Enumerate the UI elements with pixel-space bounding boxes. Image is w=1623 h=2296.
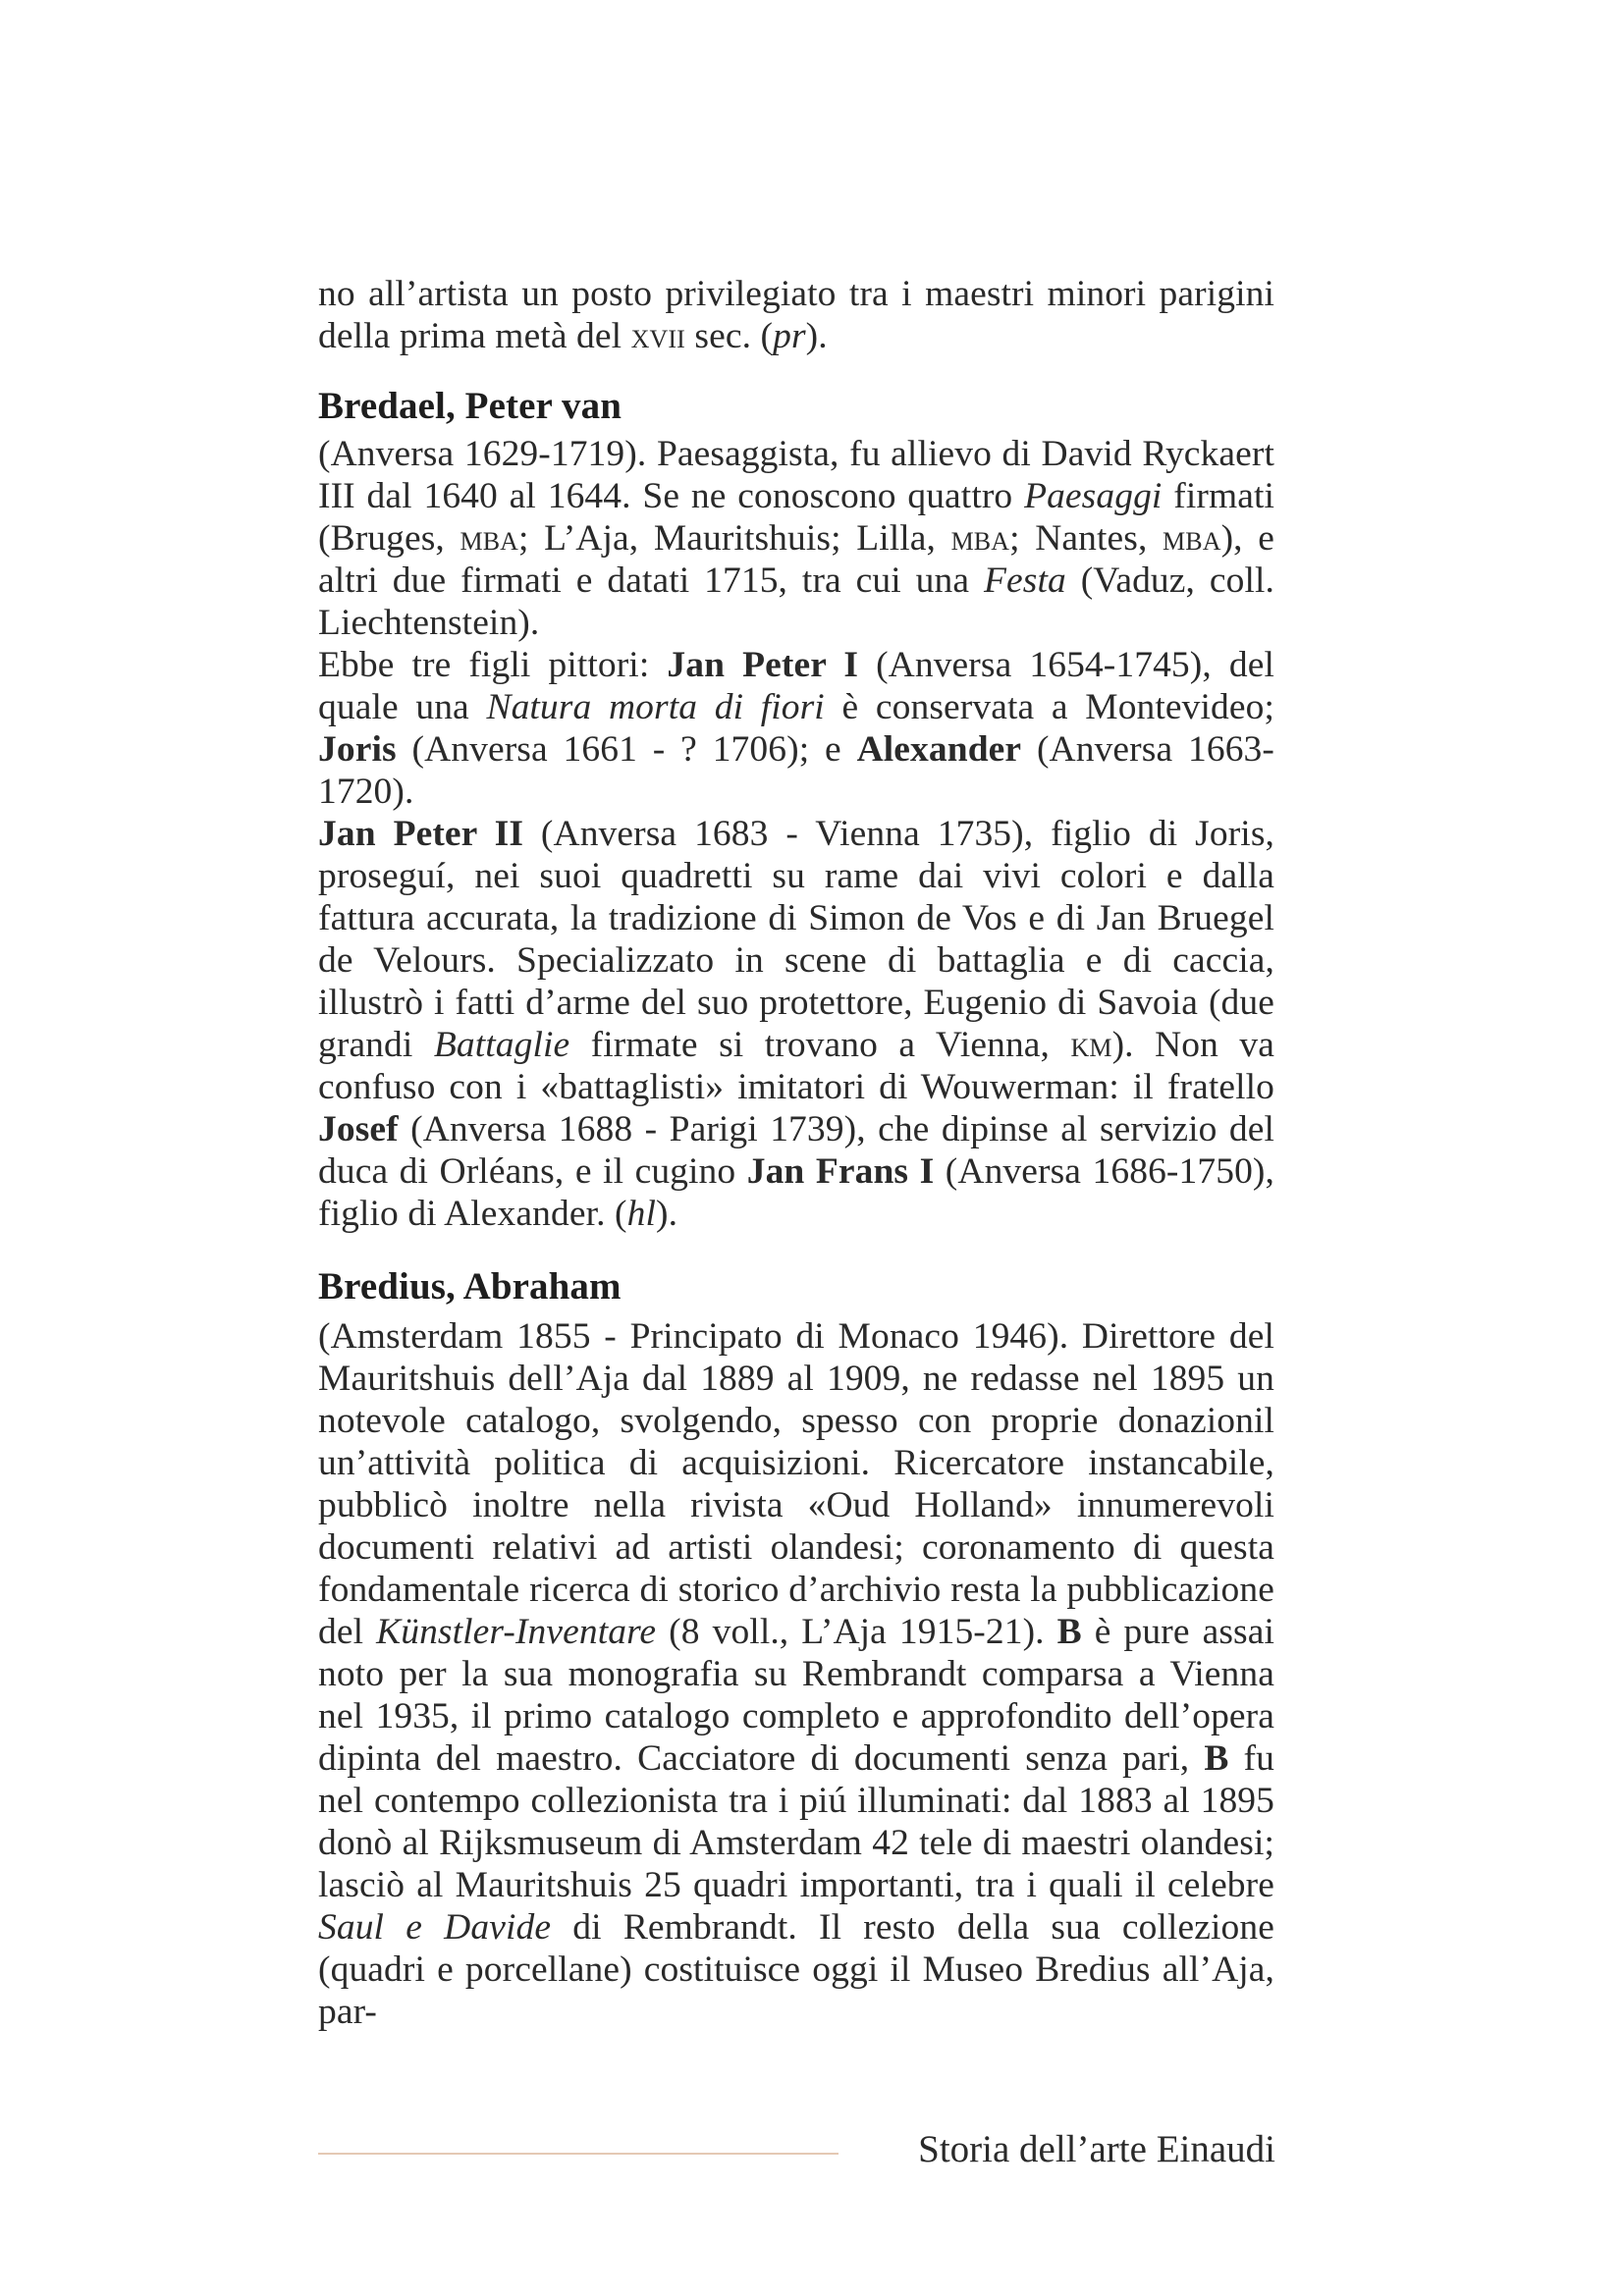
- text-run: (Vaduz, coll. Liechtenstein).: [318, 561, 1274, 643]
- italic-title: Natura morta di fiori: [486, 687, 825, 727]
- bold-name: B: [1056, 1612, 1082, 1652]
- bold-name: Jan Peter I: [667, 645, 859, 685]
- entry-paragraph: [318, 1315, 1274, 2033]
- bold-name: Alexander: [856, 729, 1022, 770]
- text-run: è pure assai noto per la sua monografia su Rembrandt comparsa a Vienna nel 1935, il primo catalogo completo e approfondito dell’opera dipinta del maestro. Cacciatore di documenti senza pari,: [318, 1612, 1274, 1779]
- text-run: di Rembrandt. Il resto della sua collezione (quadri e porcellane) costituisce oggi il Museo Bredius all’Aja, par-: [318, 1907, 1274, 2032]
- italic-title: Saul e Davide: [318, 1907, 552, 1948]
- italic-title: Paesaggi: [1024, 476, 1163, 516]
- text-run: (Anversa 1688 - Parigi 1739), che dipinse al servizio del duca di Orléans, e il cugino: [318, 1109, 1274, 1192]
- text-run: ; Nantes,: [1009, 518, 1163, 559]
- entry-bredael: [318, 384, 1274, 1235]
- bold-name: Joris: [318, 729, 397, 770]
- text-run: (Anversa 1629-1719). Paesaggista, fu allievo di David Ryckaert III dal 1640 al 1644. Se ne conoscono quattro: [318, 434, 1274, 516]
- text-run: ). Non va confuso con i «battaglisti» imitatori di Wouwerman: il fratello: [318, 1025, 1274, 1107]
- text-run: firmate si trovano a Vienna,: [569, 1025, 1071, 1065]
- entry-paragraph: [318, 813, 1274, 1235]
- italic-title: Battaglie: [433, 1025, 570, 1065]
- text-run: (Anversa 1686-1750), figlio di Alexander. (: [318, 1151, 1274, 1234]
- text-run: sec. (: [684, 316, 774, 356]
- text-run: (Anversa 1663-1720).: [318, 729, 1274, 812]
- small-caps-abbrev: km: [1070, 1025, 1112, 1065]
- text-run: firmati (Bruges,: [318, 476, 1274, 559]
- page-body: [318, 273, 1274, 2033]
- text-run: no all’artista un posto privilegiato tra i maestri minori parigini della prima metà del: [318, 274, 1274, 356]
- bold-name: Jan Peter II: [318, 814, 524, 854]
- text-run: Ebbe tre figli pittori:: [318, 645, 668, 685]
- bold-name: Josef: [318, 1109, 399, 1149]
- text-run: ), e altri due firmati e datati 1715, tra cui una: [318, 518, 1274, 601]
- italic-title: Festa: [984, 561, 1066, 601]
- bold-name: Jan Frans I: [746, 1151, 935, 1192]
- text-run: è conservata a Montevideo;: [824, 687, 1274, 727]
- small-caps-abbrev: mba: [950, 518, 1010, 559]
- entry-heading: Bredael, Peter van: [318, 385, 622, 427]
- small-caps-abbrev: mba: [460, 518, 519, 559]
- entry-paragraph: [318, 644, 1274, 813]
- footer-rule: [318, 2153, 839, 2155]
- small-caps-abbrev: mba: [1163, 518, 1221, 559]
- text-run: (Anversa 1683 - Vienna 1735), figlio di Joris, proseguí, nei suoi quadretti su rame dai vivi colori e dalla fattura accurata, la tradizione di Simon de Vos e di Jan Bruegel de Velours. Specializzato in scene di battaglia e di caccia, illustrò i fatti d’arme del suo protettore, Eugenio di Savoia (due grandi: [318, 814, 1274, 1065]
- text-run: (Anversa 1654-1745), del quale una: [318, 645, 1275, 727]
- text-run: (Anversa 1661 - ? 1706); e: [396, 729, 857, 770]
- italic-title: pr: [773, 316, 806, 356]
- entry-bredius: [318, 1264, 1274, 2033]
- text-run: fu nel contempo collezionista tra i piú illuminati: dal 1883 al 1895 donò al Rijksmuseum di Amsterdam 42 tele di maestri olandesi; lasciò al Mauritshuis 25 quadri importanti, tra i quali il celebre: [318, 1738, 1274, 1905]
- small-caps-abbrev: xvii: [630, 316, 685, 356]
- intro-paragraph: [318, 273, 1274, 357]
- footer-title: Storia dell’arte Einaudi: [918, 2128, 1275, 2170]
- text-run: (Amsterdam 1855 - Principato di Monaco 1946). Direttore del Mauritshuis dell’Aja dal 1889 al 1909, ne redasse nel 1895 un notevole catalogo, svolgendo, spesso con proprie donazionil un’attività politica di acquisizioni. Ricercatore instancabile, pubblicò inoltre nella rivista «Oud Holland» innumerevoli documenti relativi ad artisti olandesi; coronamento di questa fondamentale ricerca di storico d’archivio resta la pubblicazione del: [318, 1316, 1274, 1652]
- text-run: (8 voll., L’Aja 1915-21).: [656, 1612, 1057, 1652]
- text-run: ).: [656, 1194, 678, 1234]
- text-run: ).: [805, 316, 828, 356]
- bold-name: B: [1204, 1738, 1229, 1779]
- italic-title: hl: [626, 1194, 657, 1234]
- italic-title: Künstler-Inventare: [376, 1612, 657, 1652]
- text-run: ; L’Aja, Mauritshuis; Lilla,: [518, 518, 951, 559]
- entry-paragraph: [318, 433, 1274, 644]
- entry-heading: Bredius, Abraham: [318, 1265, 622, 1308]
